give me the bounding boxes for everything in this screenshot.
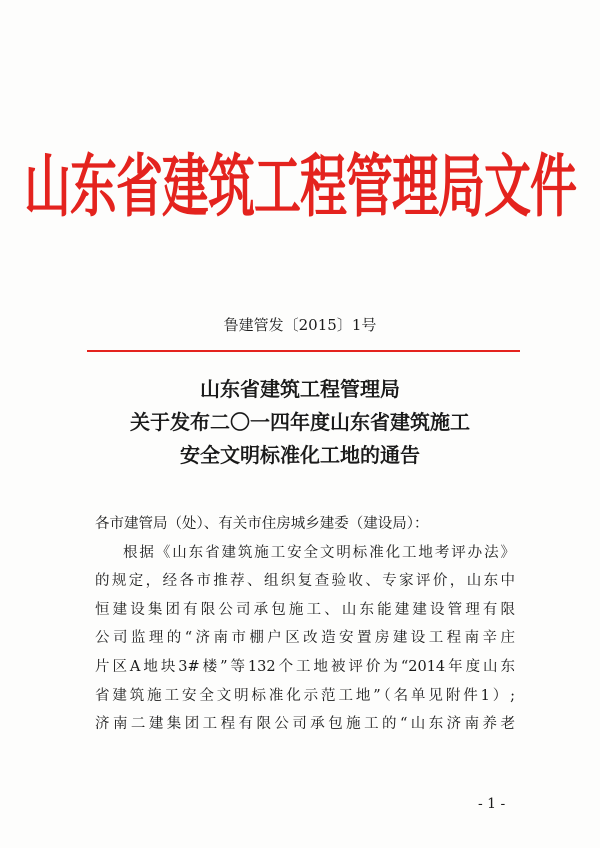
notice-title — [0, 373, 600, 472]
notice-title-line: 安全文明标准化工地的通告 — [180, 443, 420, 467]
notice-body — [95, 510, 515, 739]
notice-title-line: 关于发布二〇一四年度山东省建筑施工 — [130, 410, 470, 434]
body-paragraph-line: 济南二建集团工程有限公司承包施工的“山东济南养老 — [95, 716, 515, 733]
body-paragraph-line: 片区A地块3#楼”等132个工地被评价为“2014年度山东 — [95, 658, 515, 675]
issuer-masthead: 山东省建筑工程管理局文件 — [24, 147, 576, 228]
document-number: 鲁建管发〔2015〕1号 — [223, 316, 377, 334]
body-paragraph-line: 省建筑施工安全文明标准化示范工地”（名单见附件1）; — [95, 687, 515, 704]
body-paragraph-line: 公司监理的“济南市棚户区改造安置房建设工程南辛庄 — [95, 630, 515, 647]
salutation: 各市建管局（处）、有关市住房城乡建委（建设局）： — [95, 516, 429, 532]
notice-title-line: 山东省建筑工程管理局 — [200, 377, 400, 401]
page-number: - 1 - — [478, 796, 506, 812]
body-paragraph-line: 的规定，经各市推荐、组织复查验收、专家评价，山东中 — [95, 573, 515, 590]
red-divider-line — [87, 350, 520, 352]
body-paragraph-line: 根据《山东省建筑施工安全文明标准化工地考评办法》 — [123, 544, 515, 561]
body-paragraph-line: 恒建设集团有限公司承包施工、山东能建建设管理有限 — [95, 601, 515, 618]
